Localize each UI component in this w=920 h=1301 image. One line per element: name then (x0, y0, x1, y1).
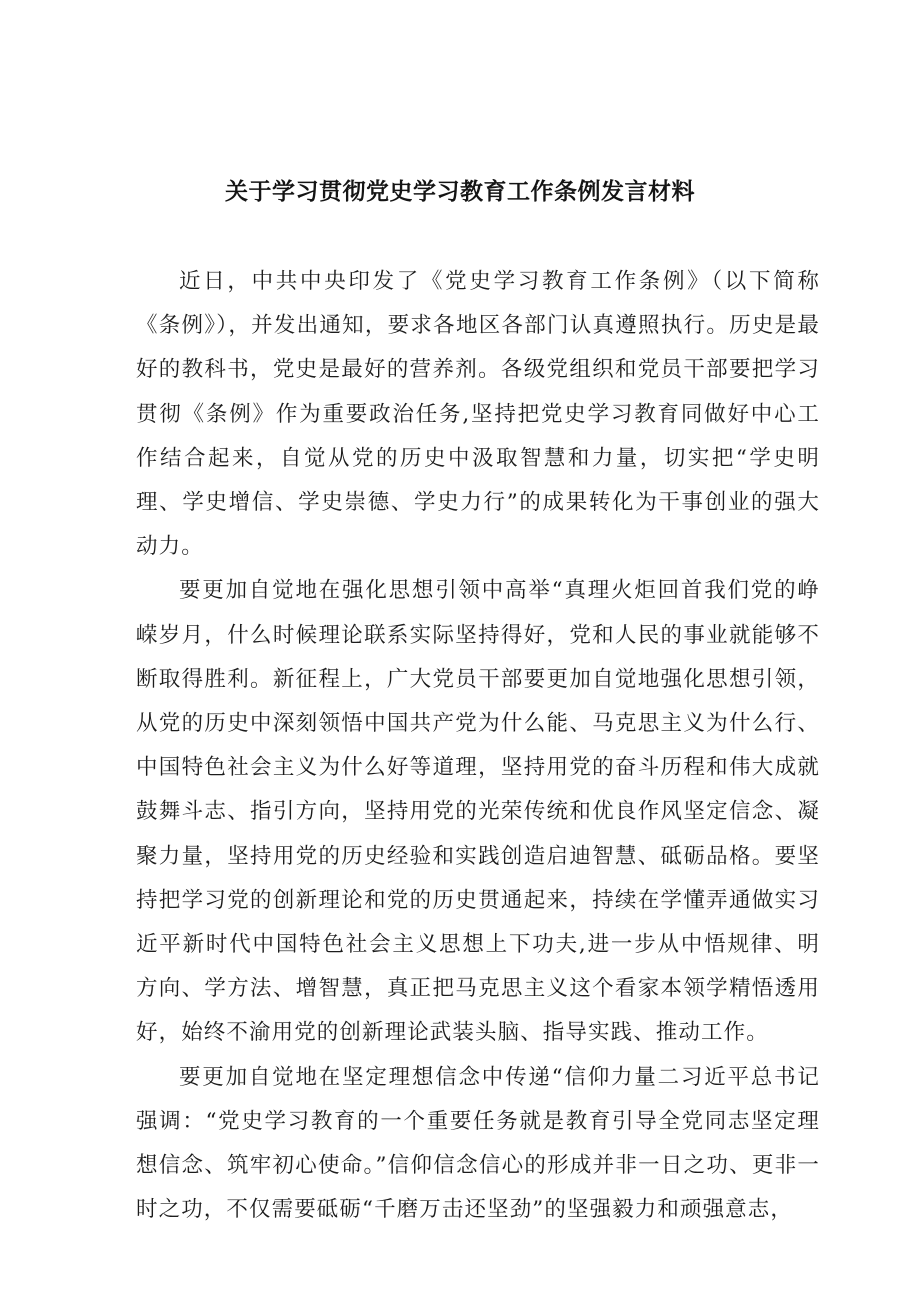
document-title: 关于学习贯彻党史学习教育工作条例发言材料 (225, 179, 695, 205)
paragraph-intro: 近日，中共中央印发了《党史学习教育工作条例》（以下简称《条例》），并发出通知，要求各地区各部门认真遵照执行。历史是最好的教科书，党史是最好的营养剂。各级党组织和党员干部要把学习贯彻《条例》作为重要政治任务,坚持把党史学习教育同做好中心工作结合起来，自觉从党的历史中汲取智慧和力量，切实把“学史明理、学史增信、学史崇德、学史力行”的成果转化为干事创业的强大动力。 (136, 269, 820, 560)
document-body (136, 260, 820, 1232)
paragraph-ideals-beliefs: 要更加自觉地在坚定理想信念中传递“信仰力量二习近平总书记强调：“党史学习教育的一个重要任务就是教育引导全党同志坚定理想信念、筑牢初心使命。”信仰信念信心的形成并非一日之功、更非一时之功，不仅需要砥砺“千磨万击还坚劲”的坚强毅力和顽强意志， (136, 1064, 820, 1223)
paragraph-thought-guidance: 要更加自觉地在强化思想引领中高举“真理火炬回首我们党的峥嵘岁月，什么时候理论联系实际坚持得好，党和人民的事业就能够不断取得胜利。新征程上，广大党员干部要更加自觉地强化思想引领，从党的历史中深刻领悟中国共产党为什么能、马克思主义为什么行、中国特色社会主义为什么好等道理，坚持用党的奋斗历程和伟大成就鼓舞斗志、指引方向，坚持用党的光荣传统和优良作风坚定信念、凝聚力量，坚持用党的历史经验和实践创造启迪智慧、砥砺品格。要坚持把学习党的创新理论和党的历史贯通起来，持续在学懂弄通做实习近平新时代中国特色社会主义思想上下功夫,进一步从中悟规律、明方向、学方法、增智慧，真正把马克思主义这个看家本领学精悟透用好，始终不渝用党的创新理论武装头脑、指导实践、推动工作。 (136, 578, 820, 1046)
